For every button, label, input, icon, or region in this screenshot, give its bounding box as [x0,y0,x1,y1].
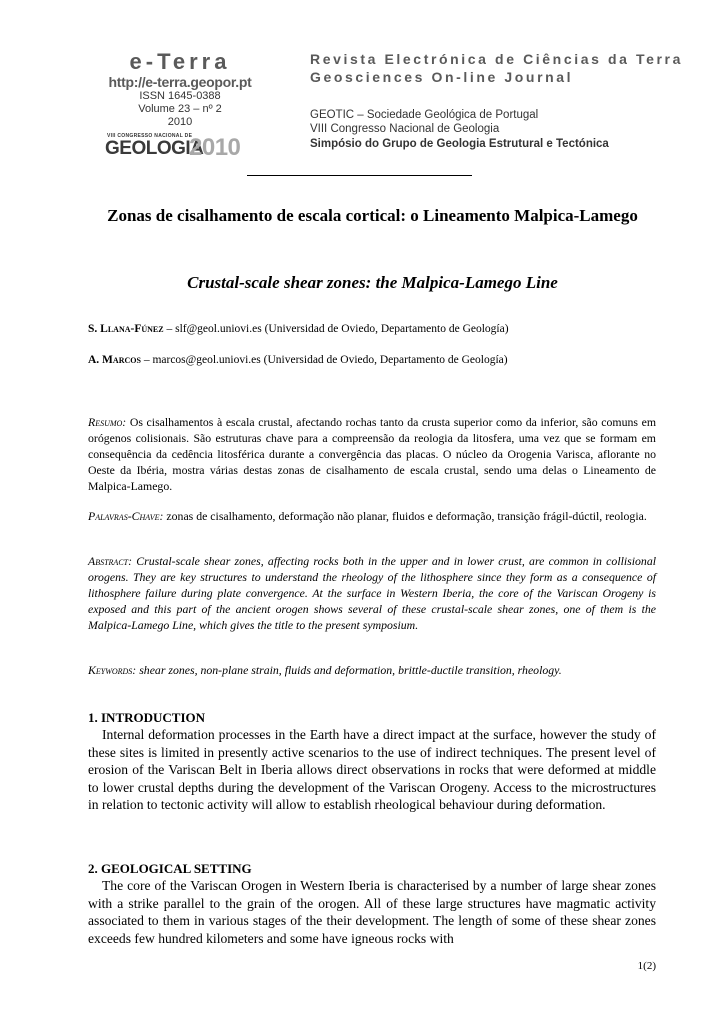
paper-title: Zonas de cisalhamento de escala cortical: o Lineamento Malpica-Lamego [107,206,638,225]
author-1-details: – slf@geol.uniovi.es (Universidad de Oviedo, Departamento de Geología) [163,323,509,335]
society-name: GEOTIC – Sociedade Geológica de Portugal [310,109,539,121]
abstract-label: Abstract: [88,554,133,568]
palavras-chave-paragraph [88,508,656,524]
journal-url[interactable]: http://e-terra.geopor.pt [108,74,252,90]
palavras-chave-label: Palavras-Chave: [88,509,164,523]
author-1: S. Llana-Fúnez – slf@geol.uniovi.es (Universidad de Oviedo, Departamento de Geología) [88,323,509,335]
keywords-paragraph [88,662,656,678]
header-divider [247,175,472,176]
page-number: 1(2) [637,960,656,972]
section-geological-setting-text: The core of the Variscan Orogen in Western Iberia is characterised by a number of large shear zones with a strike parallel to the grain of the orogen. All of these large structures have magmatic activity associated to them in various stages of the their development. The length of some of these shear zones exceeds few hundred kilometers and some have igneous rocks with [88,878,656,946]
resumo-paragraph [88,414,656,494]
journal-info [310,50,683,152]
issn: ISSN 1645-0388 [139,90,221,102]
logo-small-text: VIII CONGRESSO NACIONAL DE [107,133,193,139]
resumo-text: Os cisalhamentos à escala crustal, afectando rochas tanto da crusta superior como da inferior, são comuns em orógenos colisionais. São estruturas chave para a compreensão da reologia da litosfera, uma vez que se formam em consequência da cedência litosférica durante a convergência das placas. O núcleo da Orogenia Varisca, aflorante no Oeste da Ibéria, mostra várias destas zonas de cisalhamento de escala crustal, sendo uma delas o Lineamento de Malpica-Lamego. [88,415,656,493]
abstract-paragraph [88,553,656,633]
volume: Volume 23 – nº 2 [138,103,222,115]
symposium-name: Simpósio do Grupo de Geologia Estrutural e Tectónica [310,138,609,150]
journal-name-en: Geosciences On-line Journal [310,69,574,85]
author-2-details: – marcos@geol.uniovi.es (Universidad de Oviedo, Departamento de Geología) [140,354,508,366]
abstract-text: Crustal-scale shear zones, affecting rocks both in the upper and in lower crust, are common in collisional orogens. They are key structures to understand the rheology of the lithosphere since they form as a consequence of lithosphere failure during plate convergence. At the surface in Western Iberia, the core of the Variscan Orogeny is exposed and this part of the ancient orogen shows several of these crustal-scale shear zones, one of them is the Malpica-Lamego Line, which gives the title to the present symposium. [88,554,656,632]
logo-word: GEOLOGIA [105,138,204,159]
palavras-chave-text: zonas de cisalhamento, deformação não planar, fluidos e deformação, transição frágil-dúctil, reologia. [163,509,647,523]
congress-name: VIII Congresso Nacional de Geologia [310,123,500,135]
paper-subtitle: Crustal-scale shear zones: the Malpica-Lamego Line [187,273,558,292]
section-geological-setting-title: 2. GEOLOGICAL SETTING [88,861,252,876]
journal-name-pt: Revista Electrónica de Ciências da Terra [310,51,683,67]
brand-name: e-Terra [129,49,231,74]
logo-year: 2010 [189,134,241,161]
keywords-label: Keywords: [88,663,137,677]
section-introduction-title: 1. INTRODUCTION [88,710,206,725]
author-2: A. Marcos – marcos@geol.uniovi.es (Universidad de Oviedo, Departamento de Geología) [88,354,508,366]
section-introduction-text: Internal deformation processes in the Earth have a direct impact at the surface, however the study of these sites is limited in presently active scenarios to the use of indirect techniques. The present level of erosion of the Variscan Belt in Iberia allows direct observations in rocks that were deformed at middle to lower crustal depths during the development of the Variscan Orogeny. Access to the microstructures in relation to tectonic activity will allow to establish rheological behaviour during deformation. [88,727,656,812]
congress-logo [105,133,255,159]
keywords-text: shear zones, non-plane strain, fluids and deformation, brittle-ductile transition, rheology. [136,663,562,677]
resumo-label: Resumo: [88,415,127,429]
journal-masthead [80,50,280,159]
year: 2010 [167,116,193,128]
